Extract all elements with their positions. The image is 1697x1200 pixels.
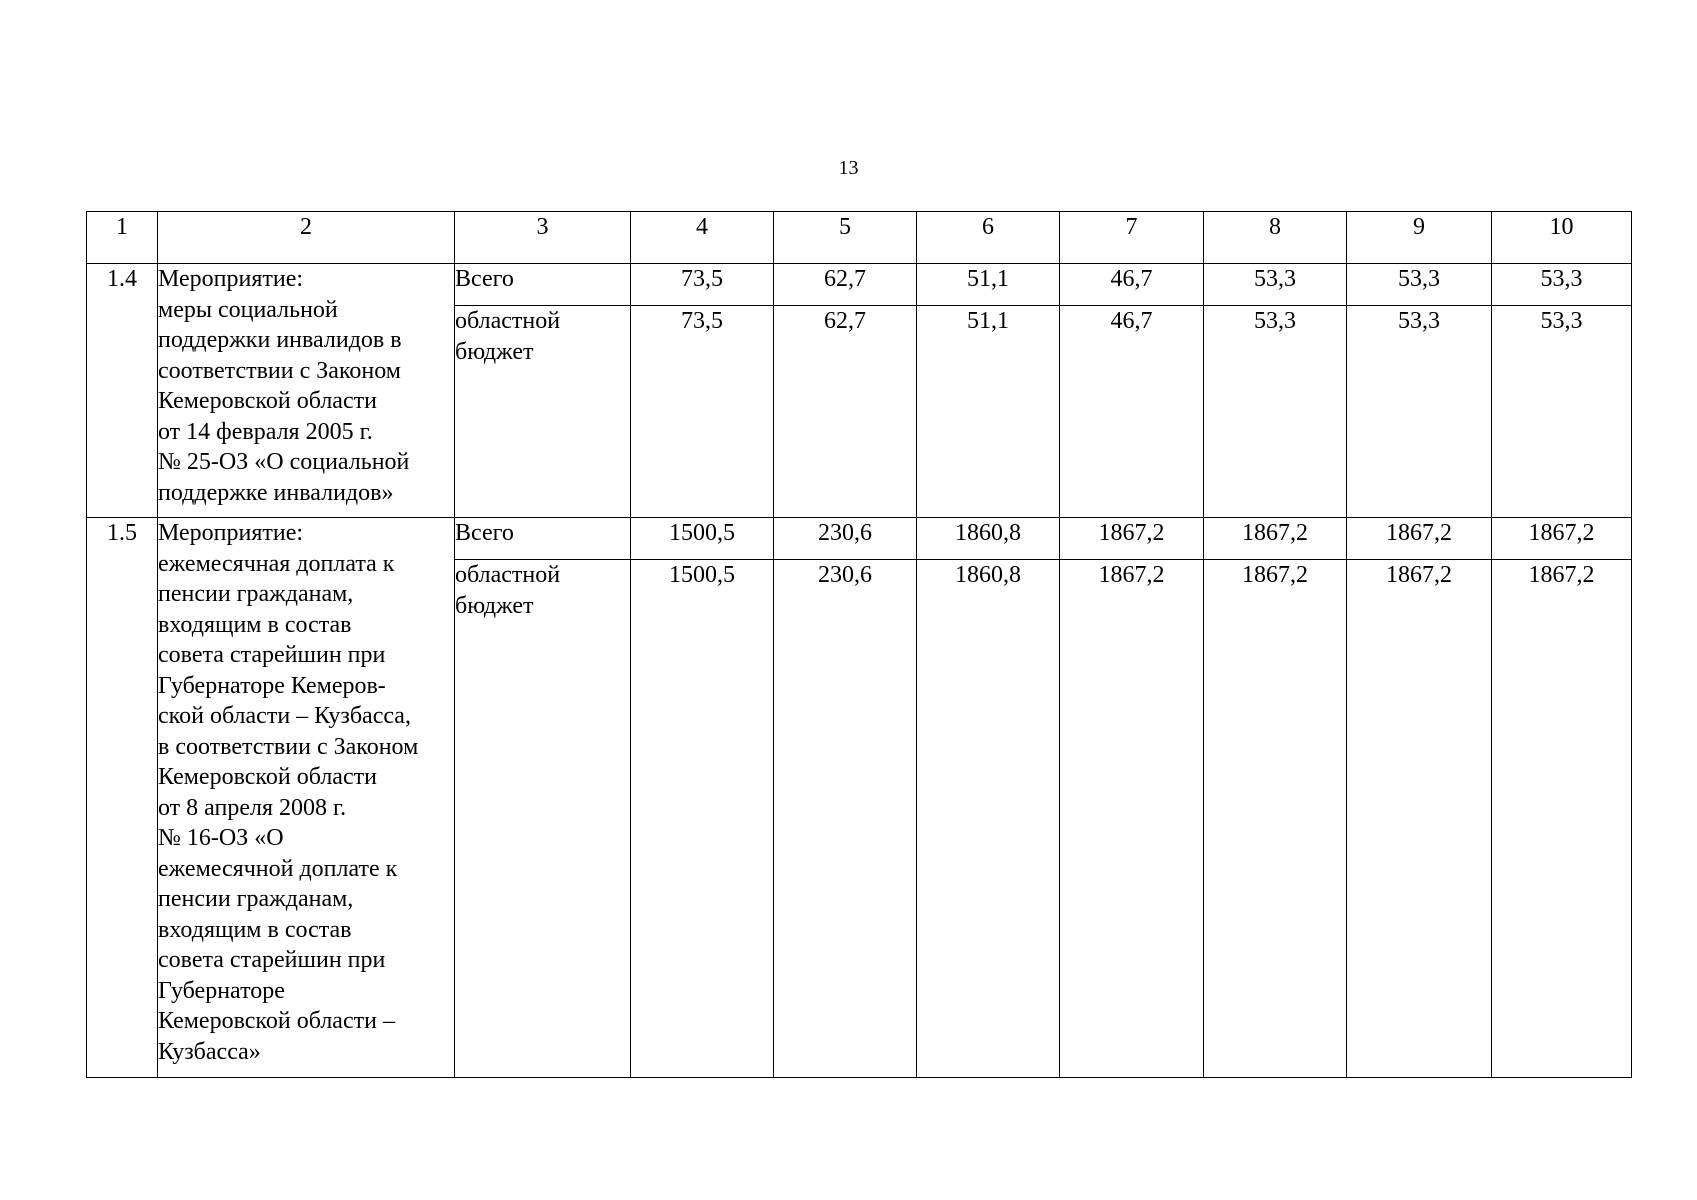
column-header: 8 (1204, 212, 1347, 264)
row-number: 1.4 (87, 264, 158, 518)
value-cell: 53,3 (1204, 264, 1347, 306)
value-cell: 1860,8 (917, 518, 1060, 560)
value-cell: 62,7 (774, 306, 917, 518)
funding-source-label: областной бюджет (455, 560, 631, 1078)
value-cell: 1867,2 (1347, 518, 1492, 560)
value-cell: 53,3 (1492, 306, 1632, 518)
funding-source-label: Всего (455, 264, 631, 306)
value-cell: 1867,2 (1060, 518, 1204, 560)
value-cell: 73,5 (631, 264, 774, 306)
value-cell: 53,3 (1347, 306, 1492, 518)
value-cell: 53,3 (1204, 306, 1347, 518)
value-cell: 1867,2 (1492, 560, 1632, 1078)
value-cell: 1500,5 (631, 518, 774, 560)
column-header: 7 (1060, 212, 1204, 264)
measure-description: Мероприятие: меры социальной поддержки инвалидов в соответствии с Законом Кемеровской области от 14 февраля 2005 г. № 25-ОЗ «О социальной поддержке инвалидов» (158, 264, 455, 518)
value-cell: 1867,2 (1347, 560, 1492, 1078)
budget-table (86, 211, 1632, 1078)
column-header: 5 (774, 212, 917, 264)
column-header: 1 (87, 212, 158, 264)
value-cell: 230,6 (774, 518, 917, 560)
column-header: 6 (917, 212, 1060, 264)
measure-description: Мероприятие: ежемесячная доплата к пенсии гражданам, входящим в состав совета старейшин при Губернаторе Кемеров- ской области – Кузбасса, в соответствии с Законом Кемеровской области от 8 апреля 2008 г. № 16-ОЗ «О ежемесячной доплате к пенсии гражданам, входящим в состав совета старейшин при Губернаторе Кемеровской области – Кузбасса» (158, 518, 455, 1078)
value-cell: 1500,5 (631, 560, 774, 1078)
row-number: 1.5 (87, 518, 158, 1078)
value-cell: 53,3 (1492, 264, 1632, 306)
value-cell: 1867,2 (1204, 518, 1347, 560)
column-header: 4 (631, 212, 774, 264)
page-number: 13 (838, 157, 859, 179)
value-cell: 1867,2 (1060, 560, 1204, 1078)
table-row-total (87, 518, 1632, 560)
table-row-total (87, 264, 1632, 306)
value-cell: 51,1 (917, 306, 1060, 518)
column-header: 10 (1492, 212, 1632, 264)
funding-source-label: Всего (455, 518, 631, 560)
column-header: 3 (455, 212, 631, 264)
value-cell: 46,7 (1060, 306, 1204, 518)
value-cell: 1860,8 (917, 560, 1060, 1078)
value-cell: 1867,2 (1204, 560, 1347, 1078)
value-cell: 1867,2 (1492, 518, 1632, 560)
column-header: 9 (1347, 212, 1492, 264)
value-cell: 46,7 (1060, 264, 1204, 306)
value-cell: 230,6 (774, 560, 917, 1078)
value-cell: 73,5 (631, 306, 774, 518)
value-cell: 62,7 (774, 264, 917, 306)
table-header-row (87, 212, 1632, 264)
column-header: 2 (158, 212, 455, 264)
value-cell: 53,3 (1347, 264, 1492, 306)
funding-source-label: областной бюджет (455, 306, 631, 518)
value-cell: 51,1 (917, 264, 1060, 306)
